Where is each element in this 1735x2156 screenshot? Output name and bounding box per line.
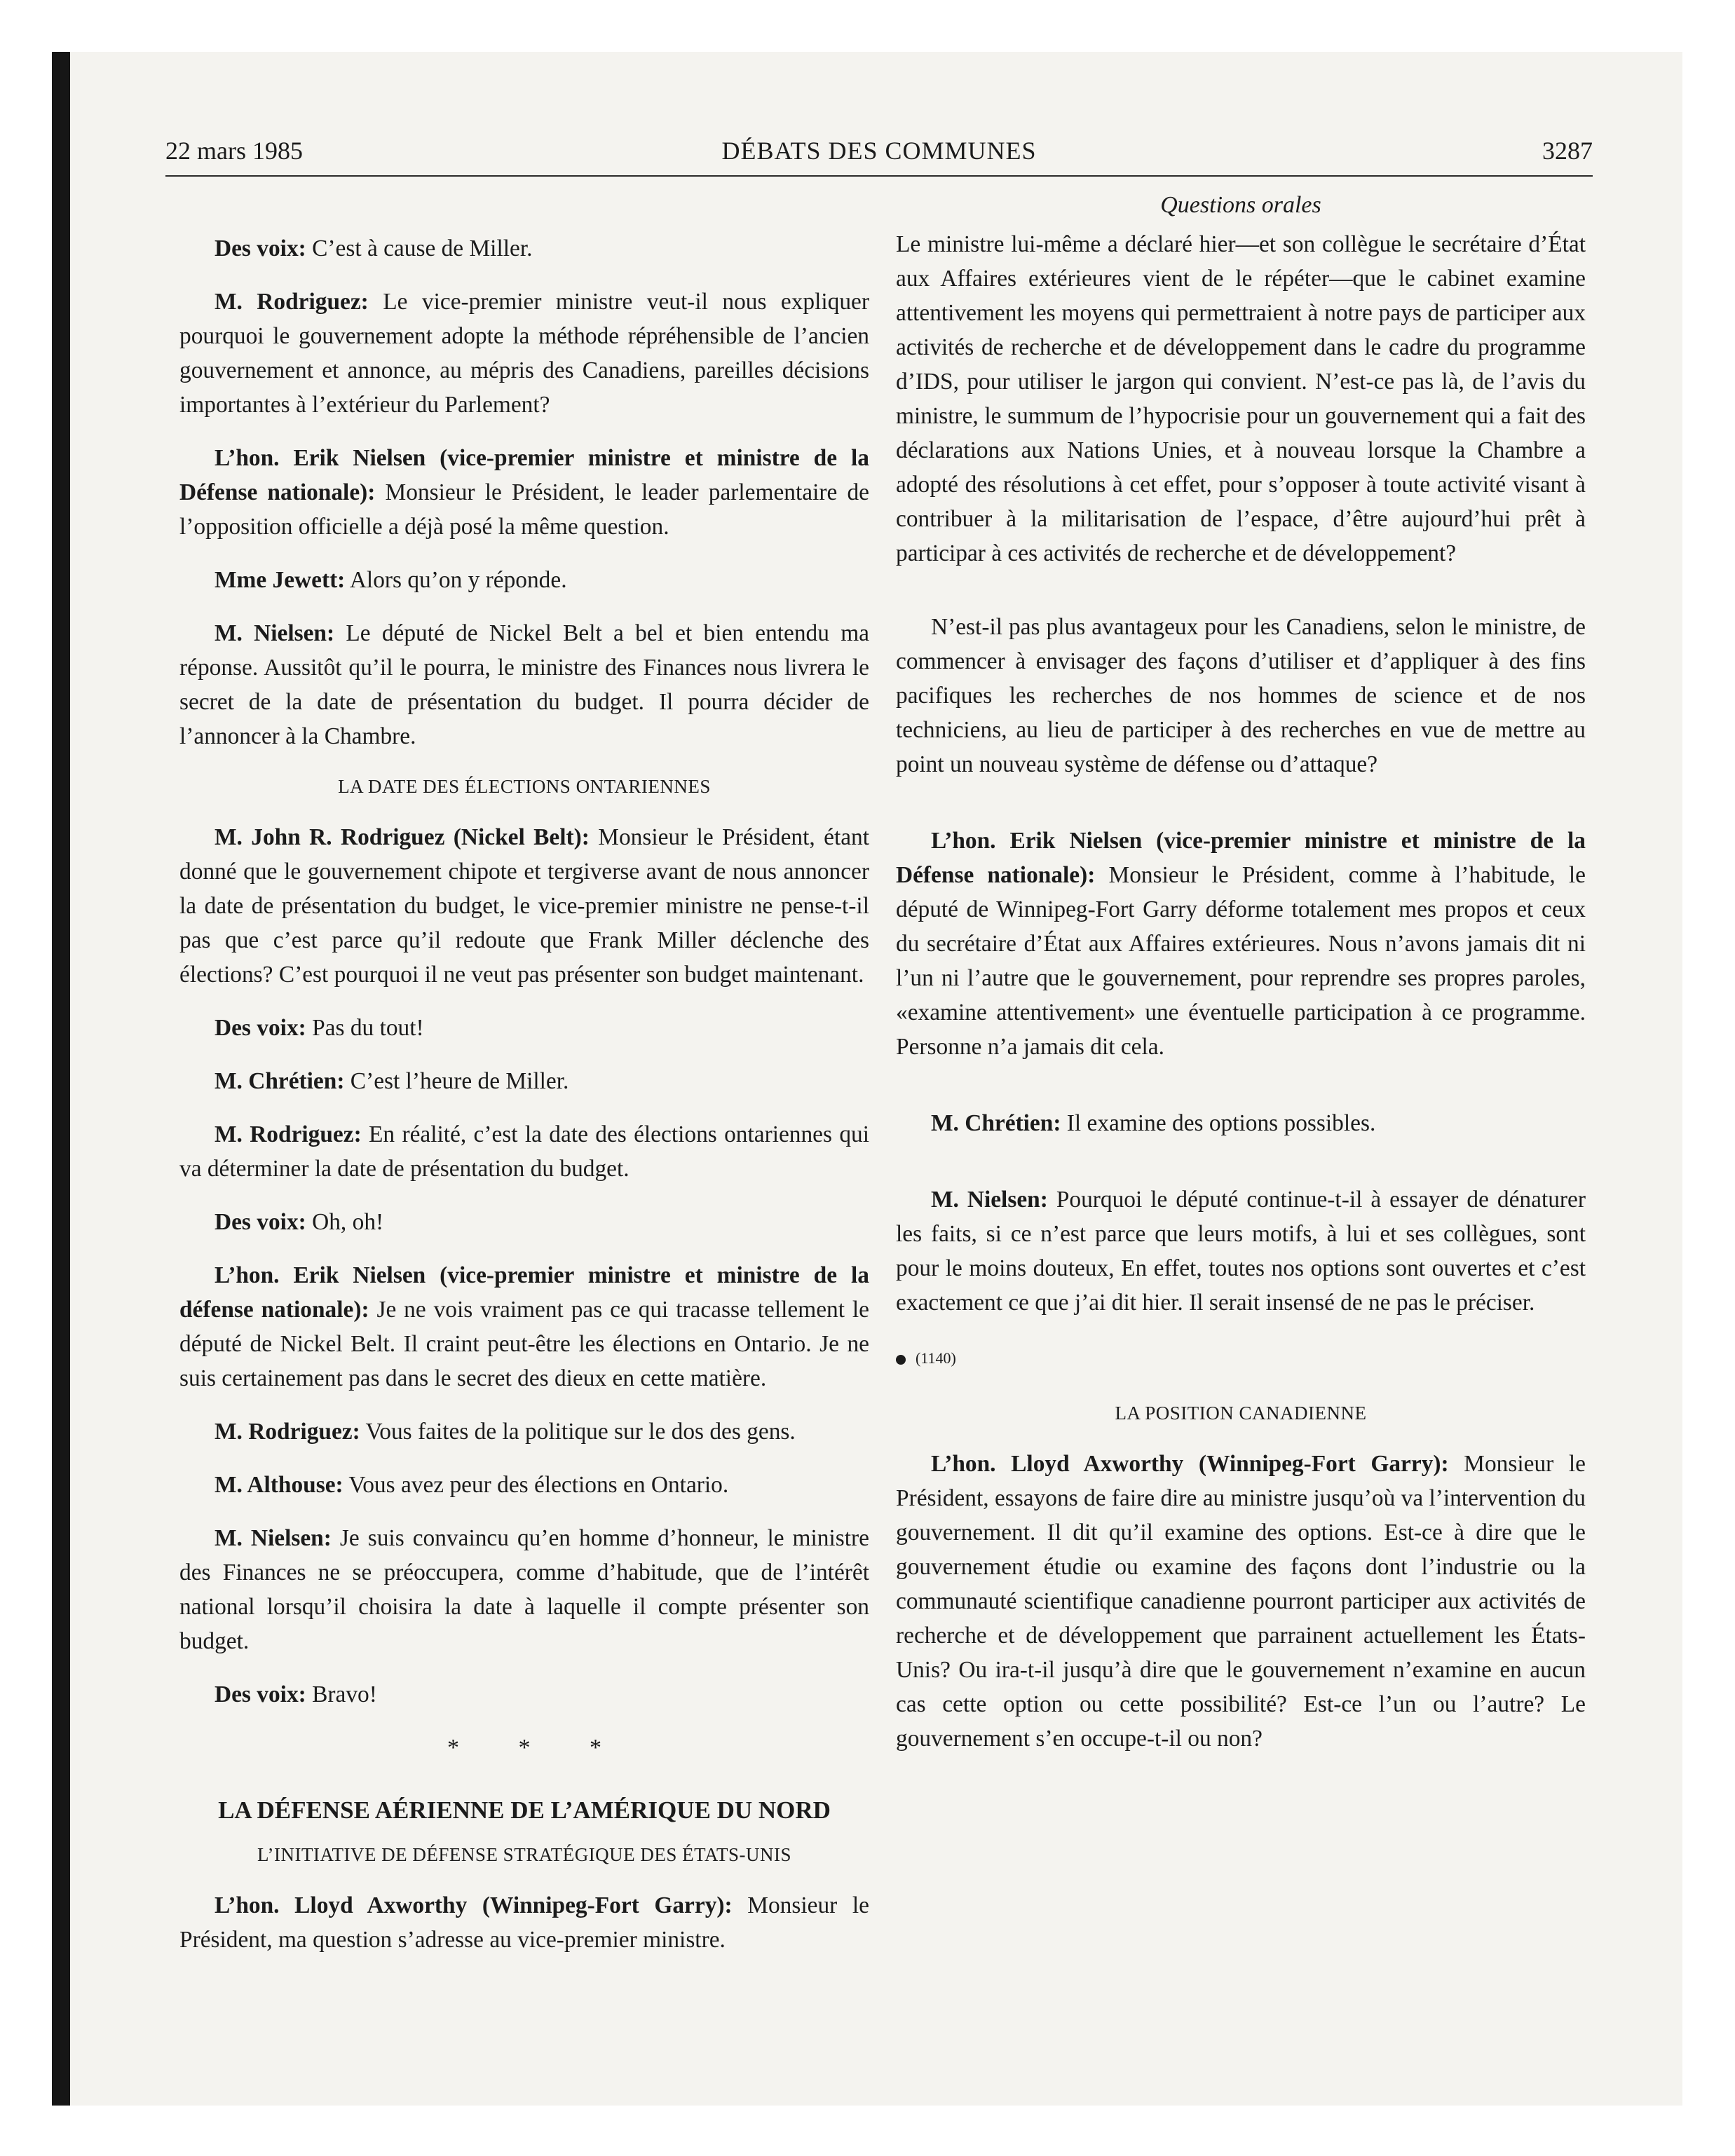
speaker-name: M. Nielsen: (215, 1525, 332, 1551)
page-number: 3287 (1542, 137, 1593, 165)
speech-text: Monsieur le Président, étant donné que le gouvernement chipote et tergiverse avant de nous annoncer la date de présentation du budget, le vice-premier ministre ne pense-t-il pas que c’est parce qu’il redoute que Frank Miller déclenche des élections? C’est pourquoi il ne veut pas présenter son budget maintenant. (179, 824, 870, 988)
paragraph (179, 1205, 869, 1239)
header-title: DÉBATS DES COMMUNES (721, 137, 1037, 165)
main-heading: LA DÉFENSE AÉRIENNE DE L’AMÉRIQUE DU NORD (218, 1796, 831, 1824)
paragraph (179, 563, 869, 597)
paragraph (179, 1064, 869, 1098)
scan-edge-shadow (52, 52, 70, 2106)
section-subheading: LA DATE DES ÉLECTIONS ONTARIENNES (338, 776, 711, 797)
speech-text: Monsieur le Président, essayons de faire dire au ministre jusqu’où va l’intervention du gouvernement. Il dit qu’il examine des options. Est-ce à dire que le gouvernement étudie ou examine des façons dont l’industrie ou la communauté scientifique canadienne pourront participer aux activités de recherche et de développement que parrainent actuellement les États-Unis? Ou ira-t-il jusqu’à dire que le gouvernement n’examine en aucun cas cette option ou cette possibilité? Est-ce l’un ou l’autre? Le gouvernement s’en occupe-t-il ou non? (896, 1451, 1586, 1752)
speech-text: En réalité, c’est la date des élections ontariennes qui va déterminer la date de présentation du budget. (179, 1121, 869, 1182)
speaker-name: M. Rodriguez: (215, 289, 369, 315)
speaker-name: M. Nielsen: (931, 1187, 1048, 1213)
paragraph (179, 1414, 869, 1449)
paragraph (179, 1521, 869, 1658)
speech-text: Je ne vois vraiment pas ce qui tracasse tellement le député de Nickel Belt. Il craint peut-être les élections en Ontario. Je ne suis certainement pas dans le secret des dieux en cette matière. (179, 1297, 869, 1391)
paragraph: Le ministre lui-même a déclaré hier—et son collègue le secrétaire d’État aux Affaires extérieures vient de le répéter—que le cabinet examine attentivement les moyens qui permettraient à notre pays de participer aux activités de recherche et de développement dans le cadre du programme d’IDS, pour utiliser le jargon qui convient. N’est-ce pas là, de l’avis du ministre, le summum de l’hypocrisie pour un gouvernement qui a fait des déclarations aux Nations Unies, et à nouveau lorsque la Chambre a adopté des résolutions à cet effet, pour s’opposer à toute activité visant à contribuer à la militarisation de l’espace, d’être aujourd’hui prêt à participar à ces activités de recherche et de développement? (896, 231, 1586, 566)
section-running-title: Questions orales (1160, 192, 1321, 218)
speaker-name: Des voix: (215, 1681, 306, 1707)
speech-text: Pourquoi le député continue-t-il à essayer de dénaturer les faits, si ce n’est parce que leurs motifs, à lui et ses collègues, sont pour le moins douteux, En effet, toutes nos options sont ouvertes et c’est exactement ce que j’ai dit hier. Il serait insensé de ne pas le préciser. (896, 1187, 1586, 1316)
paragraph (179, 616, 869, 753)
paragraph (896, 1106, 1586, 1140)
paragraph (179, 1117, 869, 1186)
paragraph (896, 824, 1586, 1064)
speaker-name: M. Chrétien: (931, 1110, 1061, 1136)
speaker-name: L’hon. Lloyd Axworthy (Winnipeg-Fort Garry): (931, 1451, 1449, 1477)
paragraph (179, 231, 869, 266)
timestamp-text: (1140) (916, 1349, 956, 1367)
speaker-name: L’hon. Erik Nielsen (vice-premier ministre et ministre de la défense nationale): (179, 1262, 869, 1323)
speech-text: Alors qu’on y réponde. (345, 567, 567, 593)
speech-text: Je suis convaincu qu’en homme d’honneur, le ministre des Finances ne se préoccupera, comme d’habitude, que de l’intérêt national lorsqu’il choisira la date à laquelle il compte présenter son budget. (179, 1525, 869, 1654)
speaker-name: Des voix: (215, 236, 306, 261)
speech-text: Vous avez peur des élections en Ontario. (343, 1472, 729, 1498)
paragraph (179, 441, 869, 544)
speech-text: Bravo! (306, 1681, 377, 1707)
speaker-name: M. John R. Rodriguez (Nickel Belt): (215, 824, 590, 850)
speaker-name: L’hon. Lloyd Axworthy (Winnipeg-Fort Garry): (215, 1892, 733, 1918)
speaker-name: M. Chrétien: (215, 1068, 345, 1094)
speaker-name: Des voix: (215, 1209, 306, 1235)
speaker-name: L’hon. Erik Nielsen (vice-premier ministre et ministre de la Défense nationale): (179, 445, 869, 505)
paragraph (179, 1888, 869, 1957)
speech-text: Pas du tout! (306, 1015, 424, 1041)
running-header (165, 133, 1593, 177)
speech-text: Le vice-premier ministre veut-il nous expliquer pourquoi le gouvernement adopte la méthode répréhensible de l’ancien gouvernement et annonce, au mépris des Canadiens, pareilles décisions importantes à l’extérieur du Parlement? (179, 289, 869, 418)
paragraph (896, 1447, 1586, 1756)
bullet-icon (896, 1355, 906, 1365)
speaker-name: M. Nielsen: (215, 620, 335, 646)
speech-text: Vous faites de la politique sur le dos des gens. (360, 1419, 796, 1445)
section-subheading: L’INITIATIVE DE DÉFENSE STRATÉGIQUE DES ÉTATS-UNIS (257, 1844, 792, 1865)
timestamp (896, 1341, 1586, 1375)
speech-text: Monsieur le Président, ma question s’adresse au vice-premier ministre. (179, 1892, 870, 1953)
right-column (896, 188, 1586, 1775)
left-column (179, 231, 869, 1976)
speaker-name: Mme Jewett: (215, 567, 346, 593)
header-date: 22 mars 1985 (165, 137, 303, 165)
speech-text: Le député de Nickel Belt a bel et bien entendu ma réponse. Aussitôt qu’il le pourra, le ministre des Finances nous livrera le secret de la date de présentation du budget. Il pourra décider de l’annoncer à la Chambre. (179, 620, 869, 749)
speaker-name: M. Rodriguez: (215, 1121, 362, 1147)
paragraph (896, 1182, 1586, 1320)
speech-text: C’est l’heure de Miller. (344, 1068, 569, 1094)
speaker-name: M. Althouse: (215, 1472, 343, 1498)
speaker-name: L’hon. Erik Nielsen (vice-premier ministre et ministre de la Défense nationale): (896, 828, 1586, 888)
section-subheading: LA POSITION CANADIENNE (1115, 1403, 1367, 1424)
paragraph (179, 1011, 869, 1045)
speech-text: C’est à cause de Miller. (306, 236, 533, 261)
paragraph (179, 1677, 869, 1712)
paragraph (179, 1468, 869, 1502)
paragraph (179, 285, 869, 422)
speech-text: Il examine des options possibles. (1061, 1110, 1376, 1136)
paragraph (179, 820, 869, 992)
speech-text: Monsieur le Président, comme à l’habitude, le député de Winnipeg-Fort Garry déforme totalement mes propos et ceux du secrétaire d’État aux Affaires extérieures. Nous n’avons jamais dit ni l’un ni l’autre que le gouvernement, pour reprendre ses propres paroles, «examine attentivement» une éventuelle participation à ce programme. Personne n’a jamais dit cela. (896, 862, 1586, 1060)
section-separator: * * * (447, 1735, 628, 1761)
paragraph: N’est-il pas plus avantageux pour les Canadiens, selon le ministre, de commencer à envisager des façons d’utiliser et d’appliquer à des fins pacifiques les recherches de nos hommes de science et de nos techniciens, au lieu de participer à des recherches en vue de mettre au point un nouveau système de défense ou d’attaque? (896, 614, 1586, 777)
paragraph (179, 1258, 869, 1396)
speaker-name: Des voix: (215, 1015, 306, 1041)
speech-text: Oh, oh! (306, 1209, 384, 1235)
speech-text: Monsieur le Président, le leader parlementaire de l’opposition officielle a déjà posé la même question. (179, 479, 869, 540)
speaker-name: M. Rodriguez: (215, 1419, 360, 1445)
